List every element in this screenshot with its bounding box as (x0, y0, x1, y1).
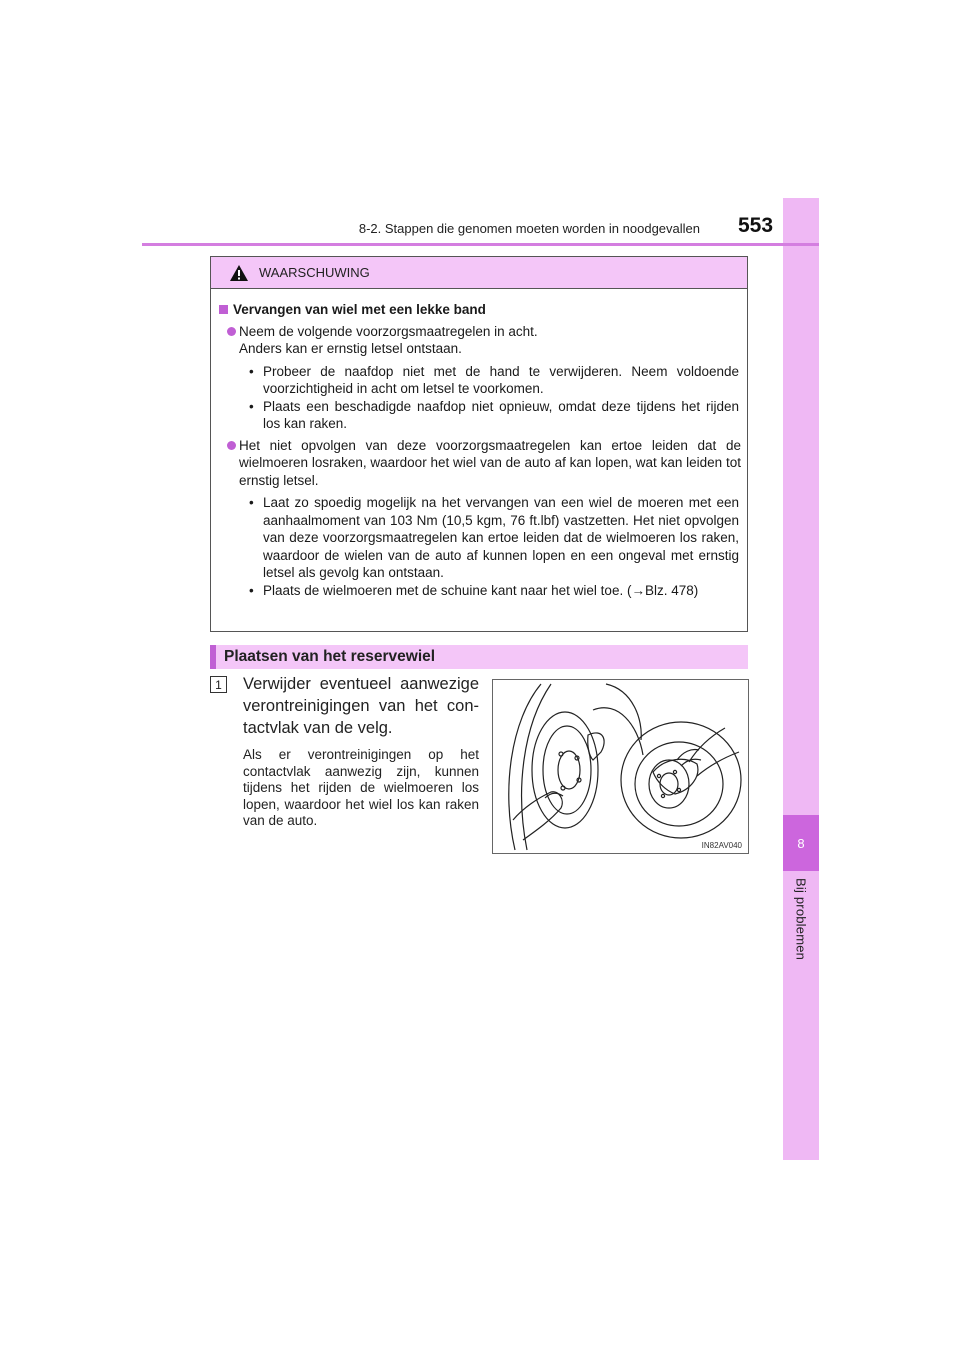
warning-bullet: • Plaats een beschadigde naafdop niet opnieuw, omdat deze tijdens het rijden los kan raken. (249, 398, 739, 431)
step-instruction: Verwijder eventueel aanwezige verontreinigingen van het con-tactvlak van de velg. (243, 675, 479, 737)
warning-item (219, 323, 741, 358)
warning-item-line: Neem de volgende voorzorgsmaatregelen in acht. (239, 323, 538, 339)
warning-item-line: Anders kan er ernstig letsel ontstaan. (239, 341, 462, 356)
warning-triangle-icon (229, 264, 249, 282)
warning-bullet: • Laat zo spoedig mogelijk na het vervangen van een wiel de moeren met een aanhaalmoment van 103 Nm (10,5 kgm, 76 ft.lbf) vastzetten. Het niet opvolgen van deze voorzorgsmaatregelen kan ertoe leiden dat de wielmoeren los raken, waardoor de wielen van de auto af kunnen lopen en een ongeval met ernstig letsel als gevolg kan ontstaan. (249, 495, 739, 580)
illustration-code: IN82AV040 (701, 841, 742, 850)
warning-bullet-text: Probeer de naafdop niet met de hand te verwijderen. Neem voldoende voorzichtigheid in acht om letsel te voorkomen. (263, 363, 739, 396)
circle-bullet-icon (219, 323, 239, 358)
wheel-illustration-drawing (493, 680, 748, 853)
section-heading: Plaatsen van het reservewiel (210, 645, 748, 669)
warning-bullet-text: Plaats de wielmoeren met de schuine kant naar het wiel toe. (→Blz. 478) (263, 582, 699, 598)
page-number: 553 (738, 214, 774, 237)
step-number-badge: 1 (210, 676, 227, 693)
warning-body (211, 289, 747, 599)
running-header: 8-2. Stappen die genomen moeten worden in noodgevallen (358, 221, 700, 236)
warning-heading: WAARSCHUWING (259, 265, 370, 280)
wheel-cleaning-illustration (492, 679, 749, 854)
chapter-side-tab (783, 198, 819, 1160)
warning-item (219, 437, 741, 490)
circle-bullet-icon (219, 437, 239, 490)
chapter-label-wrap (783, 878, 819, 998)
chapter-number: 8 (783, 815, 819, 871)
step-note: Als er verontreinigingen op het contactvlak aanwezig zijn, kunnen tijdens het rijden de wielmoeren los lopen, waardoor het wiel los kan raken van de auto. (243, 747, 479, 828)
square-bullet-icon (219, 305, 228, 314)
warning-title: Vervangen van wiel met een lekke band (233, 302, 486, 317)
warning-bullet: • Plaats de wielmoeren met de schuine kant naar het wiel toe. (→Blz. 478) (219, 582, 741, 600)
warning-bullet-text: Plaats een beschadigde naafdop niet opnieuw, omdat deze tijdens het rijden los kan raken. (263, 398, 739, 431)
warning-bullet: • Probeer de naafdop niet met de hand te verwijderen. Neem voldoende voorzichtigheid in acht om letsel te voorkomen. (249, 363, 739, 396)
warning-header (211, 257, 747, 289)
warning-bullet-text: Laat zo spoedig mogelijk na het vervangen van een wiel de moeren met een aanhaalmoment van 103 Nm (10,5 kgm, 76 ft.lbf) vastzetten. Het niet opvolgen van deze voorzorgsmaatregelen kan ertoe leiden dat de wielmoeren los raken, waardoor de wielen van de auto af kunnen lopen en een ongeval met ernstig letsel als gevolg kan ontstaan. (263, 495, 739, 580)
header-rule (142, 243, 819, 246)
warning-box (210, 256, 748, 632)
chapter-label: Bij problemen (793, 878, 809, 961)
warning-title-row (219, 301, 741, 319)
warning-item-line: Het niet opvolgen van deze voorzorgsmaatregelen kan ertoe leiden dat de wielmoeren losraken, waardoor het wiel van de auto af kan lopen, wat kan leiden tot ernstig letsel. (239, 437, 741, 488)
